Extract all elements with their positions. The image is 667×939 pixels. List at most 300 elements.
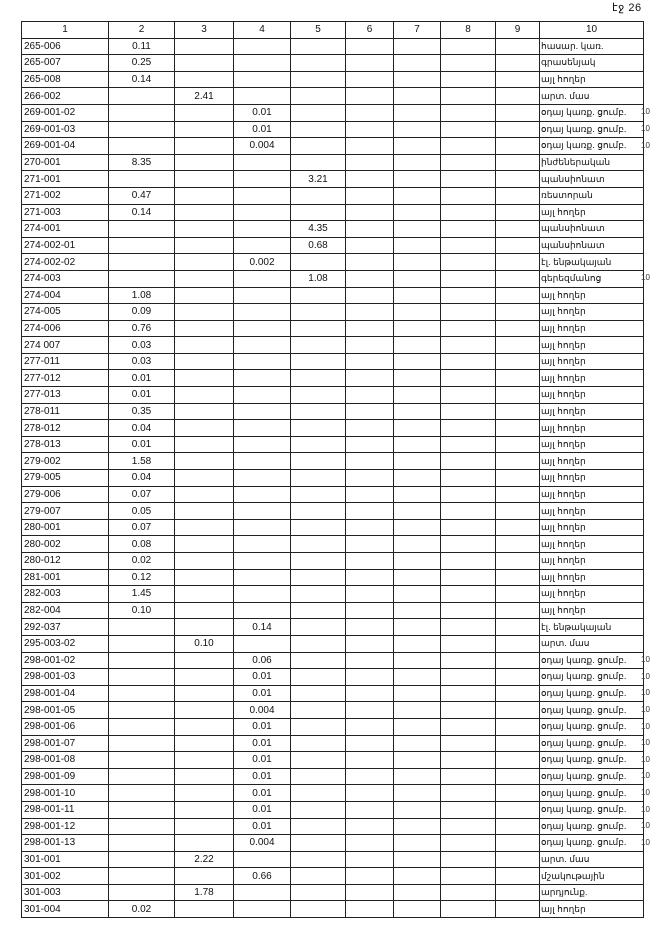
- value-cell-col7: [394, 586, 441, 603]
- value-cell-col7: [394, 453, 441, 470]
- value-cell-col5: [291, 187, 346, 204]
- land-use-cell: օդայ կառք. ցումբ.: [540, 685, 644, 702]
- value-cell-col9: [496, 470, 540, 487]
- value-cell-col3: [175, 453, 234, 470]
- value-cell-col4: 0.002: [234, 254, 291, 271]
- value-cell-col5: [291, 868, 346, 885]
- value-cell-col8: [441, 287, 496, 304]
- table-row: [22, 154, 644, 171]
- parcel-code-cell: 301-003: [22, 884, 109, 901]
- value-cell-col2: 0.76: [109, 320, 175, 337]
- value-cell-col6: [346, 569, 394, 586]
- value-cell-col8: [441, 104, 496, 121]
- table-row: [22, 403, 644, 420]
- value-cell-col4: [234, 553, 291, 570]
- land-use-cell: պանսիոնատ: [540, 221, 644, 238]
- parcel-code-cell: 282-003: [22, 586, 109, 603]
- value-cell-col6: [346, 536, 394, 553]
- column-header-10: 10: [540, 22, 644, 39]
- value-cell-col7: [394, 204, 441, 221]
- value-cell-col2: 0.14: [109, 71, 175, 88]
- value-cell-col2: [109, 735, 175, 752]
- land-use-cell: ռեստորան: [540, 187, 644, 204]
- value-cell-col3: [175, 187, 234, 204]
- parcel-code-cell: 278-012: [22, 420, 109, 437]
- table-row: [22, 818, 644, 835]
- table-row: [22, 553, 644, 570]
- value-cell-col4: [234, 88, 291, 105]
- value-cell-col4: [234, 287, 291, 304]
- value-cell-col6: [346, 619, 394, 636]
- value-cell-col3: [175, 901, 234, 918]
- value-cell-col9: [496, 121, 540, 138]
- value-cell-col2: 1.08: [109, 287, 175, 304]
- table-row: [22, 586, 644, 603]
- value-cell-col3: 1.78: [175, 884, 234, 901]
- parcel-code-cell: 280-002: [22, 536, 109, 553]
- value-cell-col8: [441, 420, 496, 437]
- value-cell-col3: [175, 801, 234, 818]
- value-cell-col2: [109, 835, 175, 852]
- parcel-code-cell: 274 007: [22, 337, 109, 354]
- value-cell-col9: [496, 88, 540, 105]
- value-cell-col6: [346, 785, 394, 802]
- value-cell-col3: [175, 553, 234, 570]
- value-cell-col3: [175, 486, 234, 503]
- value-cell-col2: 0.02: [109, 901, 175, 918]
- parcel-code-cell: 274-005: [22, 304, 109, 321]
- value-cell-col4: [234, 486, 291, 503]
- land-use-cell: օդայ կառք. ցումբ.: [540, 835, 644, 852]
- value-cell-col2: 0.07: [109, 519, 175, 536]
- land-use-cell: այլ հողեր: [540, 71, 644, 88]
- value-cell-col3: [175, 403, 234, 420]
- value-cell-col4: 0.01: [234, 752, 291, 769]
- value-cell-col7: [394, 669, 441, 686]
- value-cell-col9: [496, 586, 540, 603]
- value-cell-col7: [394, 536, 441, 553]
- value-cell-col8: [441, 851, 496, 868]
- value-cell-col5: [291, 287, 346, 304]
- land-use-cell: այլ հողեր: [540, 420, 644, 437]
- value-cell-col5: [291, 718, 346, 735]
- table-row: [22, 801, 644, 818]
- value-cell-col5: [291, 586, 346, 603]
- value-cell-col5: [291, 752, 346, 769]
- value-cell-col4: [234, 503, 291, 520]
- value-cell-col2: [109, 785, 175, 802]
- value-cell-col7: [394, 121, 441, 138]
- value-cell-col9: [496, 38, 540, 55]
- value-cell-col4: [234, 453, 291, 470]
- value-cell-col4: [234, 370, 291, 387]
- parcel-code-cell: 280-001: [22, 519, 109, 536]
- value-cell-col5: [291, 304, 346, 321]
- parcel-code-cell: 281-001: [22, 569, 109, 586]
- value-cell-col2: 0.05: [109, 503, 175, 520]
- value-cell-col9: [496, 71, 540, 88]
- value-cell-col8: [441, 635, 496, 652]
- value-cell-col8: [441, 403, 496, 420]
- table-row: [22, 104, 644, 121]
- value-cell-col4: [234, 171, 291, 188]
- value-cell-col7: [394, 486, 441, 503]
- value-cell-col8: [441, 685, 496, 702]
- value-cell-col5: [291, 353, 346, 370]
- value-cell-col8: [441, 171, 496, 188]
- land-use-cell: հասար. կառ.: [540, 38, 644, 55]
- column-header-1: 1: [22, 22, 109, 39]
- margin-mark: 10: [641, 671, 650, 681]
- value-cell-col2: [109, 138, 175, 155]
- land-use-cell: պանսիոնատ: [540, 171, 644, 188]
- value-cell-col4: 0.66: [234, 868, 291, 885]
- table-row: [22, 569, 644, 586]
- value-cell-col7: [394, 138, 441, 155]
- table-row: [22, 55, 644, 72]
- value-cell-col7: [394, 337, 441, 354]
- value-cell-col2: 0.04: [109, 470, 175, 487]
- value-cell-col6: [346, 818, 394, 835]
- value-cell-col3: [175, 337, 234, 354]
- value-cell-col8: [441, 138, 496, 155]
- land-use-cell: այլ հողեր: [540, 503, 644, 520]
- value-cell-col8: [441, 818, 496, 835]
- value-cell-col9: [496, 619, 540, 636]
- land-use-cell: էլ. ենթակայան: [540, 254, 644, 271]
- value-cell-col8: [441, 884, 496, 901]
- value-cell-col2: [109, 752, 175, 769]
- land-use-cell: այլ հողեր: [540, 436, 644, 453]
- parcel-code-cell: 277-012: [22, 370, 109, 387]
- value-cell-col7: [394, 436, 441, 453]
- land-use-cell: այլ հողեր: [540, 901, 644, 918]
- value-cell-col8: [441, 752, 496, 769]
- value-cell-col5: [291, 470, 346, 487]
- value-cell-col7: [394, 768, 441, 785]
- value-cell-col7: [394, 370, 441, 387]
- value-cell-col2: 0.10: [109, 602, 175, 619]
- value-cell-col9: [496, 55, 540, 72]
- value-cell-col3: [175, 304, 234, 321]
- value-cell-col4: 0.14: [234, 619, 291, 636]
- value-cell-col9: [496, 436, 540, 453]
- column-header-3: 3: [175, 22, 234, 39]
- value-cell-col5: [291, 104, 346, 121]
- column-header-2: 2: [109, 22, 175, 39]
- margin-mark: 10: [641, 821, 650, 831]
- value-cell-col9: [496, 652, 540, 669]
- value-cell-col3: [175, 669, 234, 686]
- value-cell-col8: [441, 304, 496, 321]
- table-row: [22, 187, 644, 204]
- table-row: [22, 370, 644, 387]
- value-cell-col2: [109, 851, 175, 868]
- value-cell-col8: [441, 569, 496, 586]
- table-row: [22, 171, 644, 188]
- value-cell-col9: [496, 237, 540, 254]
- value-cell-col3: [175, 387, 234, 404]
- value-cell-col2: [109, 652, 175, 669]
- value-cell-col9: [496, 602, 540, 619]
- value-cell-col7: [394, 387, 441, 404]
- parcel-code-cell: 282-004: [22, 602, 109, 619]
- value-cell-col9: [496, 387, 540, 404]
- value-cell-col8: [441, 519, 496, 536]
- land-use-cell: այլ հողեր: [540, 519, 644, 536]
- value-cell-col3: [175, 735, 234, 752]
- value-cell-col4: [234, 71, 291, 88]
- parcel-code-cell: 265-006: [22, 38, 109, 55]
- value-cell-col6: [346, 121, 394, 138]
- value-cell-col5: [291, 121, 346, 138]
- value-cell-col6: [346, 702, 394, 719]
- value-cell-col6: [346, 71, 394, 88]
- value-cell-col3: [175, 470, 234, 487]
- parcel-code-cell: 298-001-10: [22, 785, 109, 802]
- value-cell-col5: [291, 553, 346, 570]
- table-row: [22, 71, 644, 88]
- value-cell-col3: [175, 685, 234, 702]
- value-cell-col9: [496, 420, 540, 437]
- value-cell-col2: 0.14: [109, 204, 175, 221]
- value-cell-col5: [291, 486, 346, 503]
- value-cell-col3: [175, 55, 234, 72]
- value-cell-col5: [291, 818, 346, 835]
- value-cell-col3: [175, 718, 234, 735]
- value-cell-col3: [175, 287, 234, 304]
- value-cell-col2: [109, 801, 175, 818]
- value-cell-col9: [496, 635, 540, 652]
- table-row: [22, 287, 644, 304]
- table-row: [22, 387, 644, 404]
- value-cell-col4: [234, 304, 291, 321]
- value-cell-col8: [441, 55, 496, 72]
- parcel-code-cell: 274-001: [22, 221, 109, 238]
- value-cell-col9: [496, 718, 540, 735]
- value-cell-col4: 0.01: [234, 121, 291, 138]
- value-cell-col9: [496, 785, 540, 802]
- value-cell-col4: [234, 187, 291, 204]
- land-use-cell: այլ հողեր: [540, 370, 644, 387]
- parcel-code-cell: 301-002: [22, 868, 109, 885]
- value-cell-col4: [234, 519, 291, 536]
- land-use-cell: օդայ կառք. ցումբ.: [540, 121, 644, 138]
- value-cell-col5: [291, 204, 346, 221]
- value-cell-col9: [496, 104, 540, 121]
- value-cell-col7: [394, 602, 441, 619]
- land-use-cell: օդայ կառք. ցումբ.: [540, 652, 644, 669]
- value-cell-col6: [346, 237, 394, 254]
- value-cell-col7: [394, 171, 441, 188]
- land-use-cell: այլ հողեր: [540, 569, 644, 586]
- value-cell-col9: [496, 818, 540, 835]
- land-use-cell: օդայ կառք. ցումբ.: [540, 785, 644, 802]
- value-cell-col6: [346, 503, 394, 520]
- value-cell-col8: [441, 669, 496, 686]
- table-row: [22, 121, 644, 138]
- value-cell-col2: [109, 818, 175, 835]
- column-header-8: 8: [441, 22, 496, 39]
- value-cell-col2: [109, 635, 175, 652]
- value-cell-col6: [346, 884, 394, 901]
- land-use-cell: այլ հողեր: [540, 553, 644, 570]
- value-cell-col5: [291, 254, 346, 271]
- value-cell-col2: 0.02: [109, 553, 175, 570]
- value-cell-col9: [496, 702, 540, 719]
- value-cell-col7: [394, 187, 441, 204]
- table-row: [22, 635, 644, 652]
- value-cell-col7: [394, 88, 441, 105]
- value-cell-col5: [291, 453, 346, 470]
- value-cell-col2: [109, 221, 175, 238]
- value-cell-col5: [291, 403, 346, 420]
- value-cell-col7: [394, 237, 441, 254]
- value-cell-col9: [496, 171, 540, 188]
- land-use-cell: այլ հողեր: [540, 387, 644, 404]
- value-cell-col2: 0.35: [109, 403, 175, 420]
- value-cell-col7: [394, 270, 441, 287]
- page-number: էջ 26: [612, 2, 642, 14]
- value-cell-col2: [109, 718, 175, 735]
- value-cell-col5: [291, 835, 346, 852]
- value-cell-col5: [291, 768, 346, 785]
- value-cell-col2: [109, 104, 175, 121]
- parcel-code-cell: 269-001-04: [22, 138, 109, 155]
- value-cell-col3: [175, 702, 234, 719]
- parcel-code-cell: 298-001-07: [22, 735, 109, 752]
- value-cell-col4: [234, 38, 291, 55]
- parcel-code-cell: 274-002-02: [22, 254, 109, 271]
- value-cell-col5: [291, 88, 346, 105]
- value-cell-col6: [346, 171, 394, 188]
- value-cell-col2: [109, 868, 175, 885]
- value-cell-col9: [496, 187, 540, 204]
- value-cell-col2: 0.12: [109, 569, 175, 586]
- value-cell-col8: [441, 337, 496, 354]
- table-row: [22, 785, 644, 802]
- column-header-4: 4: [234, 22, 291, 39]
- table-row: [22, 337, 644, 354]
- land-use-cell: այլ հողեր: [540, 470, 644, 487]
- value-cell-col8: [441, 38, 496, 55]
- value-cell-col4: [234, 901, 291, 918]
- parcel-code-cell: 301-004: [22, 901, 109, 918]
- value-cell-col5: [291, 735, 346, 752]
- table-row: [22, 436, 644, 453]
- value-cell-col6: [346, 652, 394, 669]
- value-cell-col9: [496, 304, 540, 321]
- value-cell-col7: [394, 403, 441, 420]
- value-cell-col2: 0.25: [109, 55, 175, 72]
- value-cell-col4: 0.004: [234, 835, 291, 852]
- table-row: [22, 768, 644, 785]
- value-cell-col5: [291, 337, 346, 354]
- parcel-code-cell: 292-037: [22, 619, 109, 636]
- value-cell-col5: [291, 154, 346, 171]
- table-row: [22, 237, 644, 254]
- value-cell-col5: [291, 138, 346, 155]
- table-row: [22, 851, 644, 868]
- value-cell-col3: [175, 171, 234, 188]
- value-cell-col6: [346, 254, 394, 271]
- value-cell-col8: [441, 503, 496, 520]
- value-cell-col7: [394, 851, 441, 868]
- value-cell-col8: [441, 270, 496, 287]
- land-use-cell: օդայ կառք. ցումբ.: [540, 104, 644, 121]
- value-cell-col4: [234, 387, 291, 404]
- table-row: [22, 270, 644, 287]
- value-cell-col7: [394, 304, 441, 321]
- table-row: [22, 669, 644, 686]
- value-cell-col6: [346, 287, 394, 304]
- table-row: [22, 453, 644, 470]
- value-cell-col3: [175, 652, 234, 669]
- value-cell-col4: [234, 536, 291, 553]
- value-cell-col7: [394, 38, 441, 55]
- value-cell-col6: [346, 801, 394, 818]
- table-row: [22, 735, 644, 752]
- land-use-cell: օդայ կառք. ցումբ.: [540, 752, 644, 769]
- value-cell-col8: [441, 254, 496, 271]
- land-use-cell: այլ հողեր: [540, 287, 644, 304]
- value-cell-col8: [441, 718, 496, 735]
- value-cell-col8: [441, 353, 496, 370]
- value-cell-col5: [291, 602, 346, 619]
- value-cell-col6: [346, 304, 394, 321]
- value-cell-col9: [496, 553, 540, 570]
- value-cell-col7: [394, 652, 441, 669]
- parcel-code-cell: 266-002: [22, 88, 109, 105]
- value-cell-col8: [441, 453, 496, 470]
- value-cell-col5: [291, 387, 346, 404]
- value-cell-col8: [441, 436, 496, 453]
- value-cell-col2: 0.03: [109, 337, 175, 354]
- value-cell-col3: 0.10: [175, 635, 234, 652]
- value-cell-col5: [291, 55, 346, 72]
- value-cell-col2: 0.01: [109, 370, 175, 387]
- value-cell-col5: [291, 519, 346, 536]
- value-cell-col4: 0.01: [234, 785, 291, 802]
- value-cell-col9: [496, 868, 540, 885]
- parcel-code-cell: 279-005: [22, 470, 109, 487]
- value-cell-col8: [441, 652, 496, 669]
- parcel-code-cell: 298-001-08: [22, 752, 109, 769]
- value-cell-col5: [291, 38, 346, 55]
- value-cell-col5: [291, 785, 346, 802]
- value-cell-col6: [346, 138, 394, 155]
- value-cell-col9: [496, 353, 540, 370]
- value-cell-col5: 4.35: [291, 221, 346, 238]
- value-cell-col9: [496, 270, 540, 287]
- parcel-code-cell: 277-011: [22, 353, 109, 370]
- value-cell-col5: [291, 503, 346, 520]
- land-parcel-table: [21, 21, 644, 918]
- value-cell-col8: [441, 553, 496, 570]
- parcel-code-cell: 298-001-11: [22, 801, 109, 818]
- value-cell-col2: [109, 685, 175, 702]
- parcel-code-cell: 278-013: [22, 436, 109, 453]
- value-cell-col6: [346, 453, 394, 470]
- margin-mark: 10: [641, 273, 650, 283]
- value-cell-col6: [346, 187, 394, 204]
- table-row: [22, 868, 644, 885]
- value-cell-col9: [496, 569, 540, 586]
- parcel-code-cell: 279-006: [22, 486, 109, 503]
- value-cell-col7: [394, 420, 441, 437]
- value-cell-col8: [441, 470, 496, 487]
- value-cell-col4: 0.01: [234, 735, 291, 752]
